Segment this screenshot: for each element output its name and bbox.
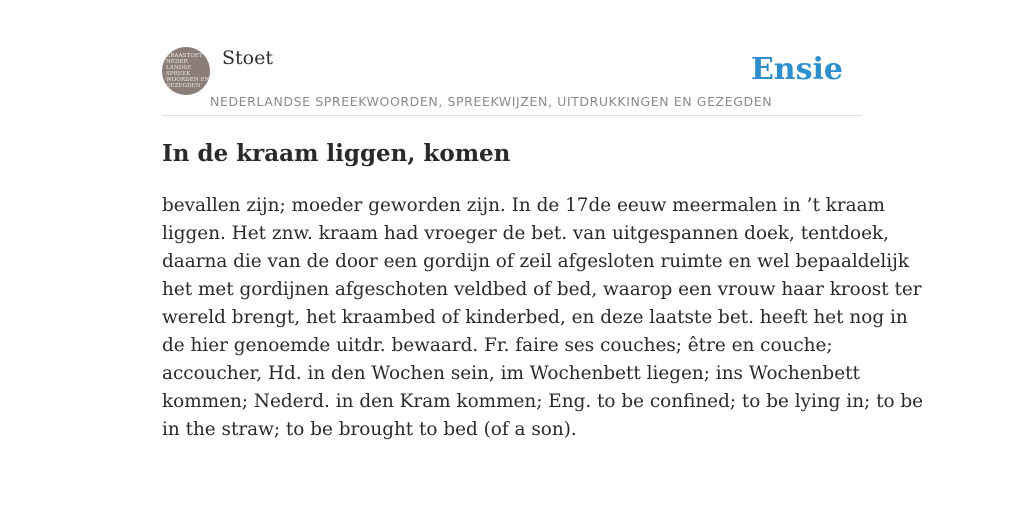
ensie-logo[interactable]: Ensie	[750, 52, 843, 87]
definition-line: wereld brengt, het kraambed of kinderbed, en deze laatste bet. heeft het nog in	[162, 307, 908, 328]
definition-line: de hier genoemde uitdr. bewaard. Fr. faire ses couches; être en couche;	[162, 335, 833, 356]
definition-line: het met gordijnen afgeschoten veldbed of bed, waarop een vrouw haar kroost ter	[162, 279, 922, 300]
definition-line: accoucher, Hd. in den Wochen sein, im Wochenbett liegen; ins Wochenbett	[162, 363, 860, 384]
author-avatar[interactable]	[162, 47, 210, 95]
source-subtitle[interactable]: NEDERLANDSE SPREEKWOORDEN, SPREEKWIJZEN, UITDRUKKINGEN EN GEZEGDEN	[210, 94, 773, 109]
definition-line: kommen; Nederd. in den Kram kommen; Eng. to be confined; to be lying in; to be	[162, 391, 924, 412]
avatar-line: GEZEGDEN	[166, 83, 201, 89]
definition-line: liggen. Het znw. kraam had vroeger de bet. van uitgespannen doek, tentdoek,	[162, 223, 889, 244]
avatar-line: LANDSE	[166, 65, 192, 71]
entry-title: In de kraam liggen, komen	[162, 140, 511, 167]
definition-line: bevallen zijn; moeder geworden zijn. In de 17de eeuw meermalen in ’t kraam	[162, 195, 885, 216]
author-name[interactable]: Stoet	[222, 47, 273, 69]
avatar-line: SPREEK	[166, 71, 191, 77]
site-header	[162, 46, 862, 116]
definition-line: in the straw; to be brought to bed (of a son).	[162, 419, 577, 440]
definition-line: daarna die van de door een gordijn of zeil afgesloten ruimte en wel bepaaldelijk	[162, 251, 909, 272]
avatar-line: NEDER	[166, 59, 188, 65]
avatar-line: WOORDEN EN	[166, 77, 210, 83]
entry-definition	[162, 192, 924, 444]
avatar-line: KRAASTOET	[166, 53, 203, 59]
avatar-book-cover-text	[166, 53, 210, 89]
